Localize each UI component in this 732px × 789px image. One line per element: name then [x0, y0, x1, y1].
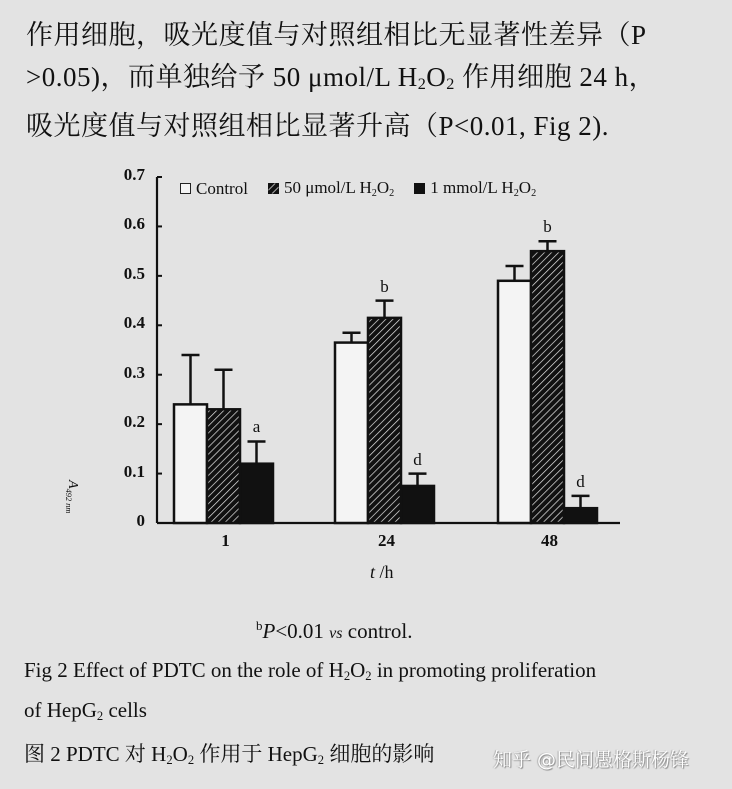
y-tick-label: 0.1 [123, 461, 145, 481]
bar-white-24 [335, 343, 368, 523]
paragraph-line-3: 吸光度值与对照组相比显著升高（P<0.01, Fig 2). [26, 111, 610, 141]
watermark: 知乎 @民间愚格斯杨锋 [493, 749, 690, 771]
legend-item-50umol: 50 μmol/L $H_2O_2$ [268, 178, 394, 199]
paragraph-line-1: 作用细胞，吸光度值与对照组相比无显著性差异（P [26, 20, 647, 50]
y-tick-label: 0 [136, 511, 145, 530]
bar-white-48 [498, 281, 531, 523]
significance-marker: d [576, 471, 585, 491]
caption-zh: 图 2 PDTC 对 $H_2O_2$ 作用于 HepG$_2$ 细胞的影响 [24, 742, 435, 767]
y-tick-label: 0.5 [123, 263, 145, 283]
x-axis-title: t /h [370, 562, 394, 582]
y-tick-label: 0.4 [123, 313, 145, 333]
bar-black-48 [564, 508, 597, 523]
caption-en-line-1: Fig 2 Effect of PDTC on the role of $H_2O_2$ in promoting proliferation [24, 658, 597, 683]
legend-swatch-white-icon [180, 183, 191, 194]
significance-marker: a [252, 417, 261, 437]
y-tick-label: 0.7 [123, 165, 145, 184]
caption-en-line-2: of HepG$_2$ cells [24, 698, 147, 723]
y-tick-label: 0.3 [123, 362, 145, 382]
legend-item-control: Control [180, 179, 248, 199]
bar-hatched-24 [368, 318, 401, 523]
significance-marker: d [413, 449, 422, 469]
x-tick-label: 24 [378, 531, 395, 550]
bar-black-24 [401, 486, 434, 523]
legend-item-1mmol: 1 mmol/L $H_2O_2$ [414, 178, 536, 199]
bar-black-1 [240, 464, 273, 523]
significance-marker: b [380, 276, 389, 296]
bar-chart [0, 160, 732, 600]
paragraph-line-2: >0.05)，而单独给予 50 μmol/L $H_2O_2$ 作用细胞 24 h， [26, 62, 657, 93]
legend-swatch-hatched-icon [268, 183, 279, 194]
x-tick-label: 1 [221, 531, 230, 550]
y-tick-label: 0.6 [123, 214, 145, 234]
bar-hatched-48 [531, 251, 564, 523]
significance-marker: b [543, 217, 552, 237]
y-axis-title: $A_{492 nm}$ [64, 480, 80, 514]
bar-hatched-1 [207, 409, 240, 523]
chart-legend [180, 178, 550, 199]
x-tick-label: 48 [541, 531, 558, 550]
bar-white-1 [174, 404, 207, 523]
legend-swatch-black-icon [414, 183, 425, 194]
y-tick-label: 0.2 [123, 412, 145, 432]
chart-footnote: $^b$P<0.01 vs control. [256, 618, 413, 643]
body-paragraph [26, 14, 716, 147]
